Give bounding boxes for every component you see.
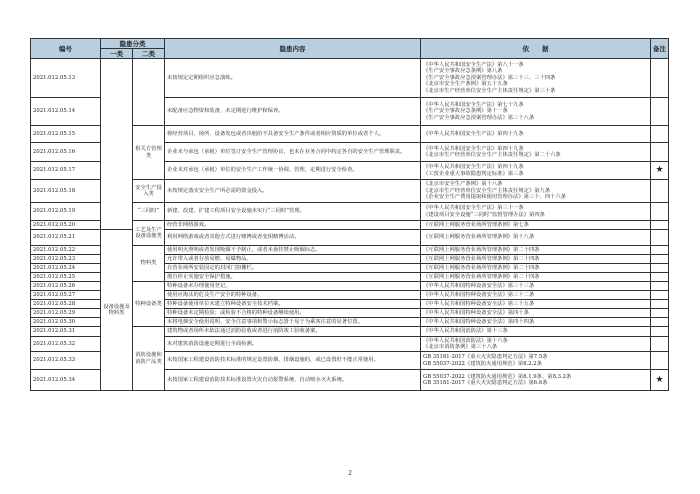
row-code: 2021.012.05.26 [31, 282, 101, 291]
row-basis [421, 327, 651, 337]
row-basis [421, 352, 651, 370]
basis-line: 《中华人民共和国特种设备安全法》第三十二条 [423, 291, 535, 298]
row-basis [421, 230, 651, 246]
category1-cell [101, 59, 133, 230]
row-content: 经营非网络游戏。 [165, 221, 421, 230]
basis-line: 《中华人民共和国安全生产法》第四十九条 [423, 130, 524, 137]
row-basis [421, 273, 651, 282]
table-row [31, 230, 669, 246]
header-cat1: 一类 [101, 49, 133, 59]
row-code: 2021.012.05.15 [31, 126, 101, 143]
row-basis [421, 255, 651, 264]
header-note: 备注 [651, 39, 669, 59]
header-code: 编号 [31, 39, 101, 59]
row-basis [421, 370, 651, 391]
category2-cell: 物料类 [133, 246, 165, 282]
row-code: 2021.012.05.27 [31, 291, 101, 300]
row-note [651, 264, 669, 273]
row-basis [421, 300, 651, 309]
row-note [651, 309, 669, 318]
basis-line: GB 35181-2017《重大火灾隐患判定方法》第6.6条 [423, 380, 548, 386]
row-content: 允许带入或者存放易燃、易爆物品。 [165, 255, 421, 264]
basis-line: 《互联网上网服务营业场所管理条例》第七条 [423, 221, 529, 228]
row-note [651, 318, 669, 327]
category2-cell: “三同时” [133, 203, 165, 221]
row-content: 特种设备使用单位未建立特种设备安全技术档案。 [165, 300, 421, 309]
row-basis [421, 246, 651, 255]
basis-line: GB 55037-2022《建筑防火通用规范》第8.2.2条 [423, 360, 542, 367]
row-basis [421, 337, 651, 352]
row-basis [421, 162, 651, 180]
row-content: 未将电梯安全使用说明、安全注意事项和警示标志置于易于为乘客注意的显著位置。 [165, 318, 421, 327]
row-code: 2021.012.05.18 [31, 180, 101, 203]
hazard-table [30, 38, 669, 391]
row-content: 企业未与承包（承租）单位签订安全生产管理协议，也未在业务合同中约定各自的安全生产管理职责。 [165, 143, 421, 162]
basis-line: 《北京市安全生产条例》第十八条 [423, 181, 503, 188]
row-content: 未按规定定期组织应急演练。 [165, 59, 421, 98]
row-content: 擅自停止实施安全保护措施。 [165, 273, 421, 282]
row-note [651, 352, 669, 370]
header-basis: 依 据 [421, 39, 651, 59]
row-basis [421, 203, 651, 221]
row-content: 使用应淘汰的危及生产安全的特种设备。 [165, 291, 421, 300]
row-code: 2021.012.05.33 [31, 352, 101, 370]
row-content: 未按国家工程建设消防技术标准的规定设置防烟、排烟设施的，或已设置但不能正常使用。 [165, 352, 421, 370]
row-basis [421, 309, 651, 318]
row-code: 2021.012.05.30 [31, 318, 101, 327]
category2-cell [133, 59, 165, 126]
basis-line: 《北京市消防条例》第三十八条 [423, 344, 498, 350]
row-content: 利用网络游戏或者其他方式进行赌博或者变相赌博活动。 [165, 230, 421, 246]
basis-line: 《中华人民共和国安全生产法》第四十九条 [423, 145, 524, 152]
basis-line: 《中华人民共和国安全生产法》第三十一条 [423, 205, 524, 212]
category2-cell: 工艺及生产设备设施类 [133, 221, 165, 246]
row-content: 未按国家工程建设消防技术标准设置火灾自动报警系统、自动喷水灭火系统。 [165, 370, 421, 391]
row-note [651, 327, 669, 337]
row-basis [421, 126, 651, 143]
basis-line: 《生产安全事故应急条例》第八条 [423, 68, 503, 75]
row-basis [421, 282, 651, 291]
row-code: 2021.012.05.28 [31, 300, 101, 309]
row-code: 2021.012.05.19 [31, 203, 101, 221]
basis-line: 《北京市生产经营单位安全生产主体责任规定》第九条 [423, 187, 551, 194]
row-content: 将经营项目、场所、设备发包或者出租给不具备安全生产条件或者相应资质的单位或者个人。 [165, 126, 421, 143]
category2-cell: 相关方管理类 [133, 126, 165, 180]
basis-line: 《北京市生产经营单位安全生产主体责任规定》第三十条 [423, 87, 556, 94]
row-code: 2021.012.05.23 [31, 255, 101, 264]
basis-line: 《北京市安全生产条例》第五十五条 [423, 81, 508, 88]
basis-line: 《企业安全生产费用提取和使用管理办法》第三十、四十六条 [423, 194, 567, 201]
basis-line: 《中华人民共和国特种设备安全法》第三十五条 [423, 300, 535, 307]
row-basis [421, 180, 651, 203]
row-basis [421, 291, 651, 300]
row-content: 企业未对承包（承租）单位的安全生产工作统一协调、管理，定期进行安全检查。 [165, 162, 421, 180]
row-content: 在营业场所安装固定的封闭门窗栅栏。 [165, 264, 421, 273]
row-content: 特种设备未办理使用登记。 [165, 282, 421, 291]
row-note [651, 291, 669, 300]
row-code: 2021.012.05.32 [31, 337, 101, 352]
category2-cell: 特种设备类 [133, 282, 165, 327]
basis-line: 《互联网上网服务营业场所管理条例》第二十四条 [423, 264, 540, 271]
row-code: 2021.012.05.31 [31, 327, 101, 337]
basis-line: 《中华人民共和国特种设备安全法》第四十条 [423, 309, 529, 316]
row-basis [421, 98, 651, 126]
table-row [31, 59, 669, 98]
row-code: 2021.012.05.29 [31, 309, 101, 318]
category2-cell: 消防设施和消防产品类 [133, 327, 165, 391]
page-number: 2 [348, 469, 352, 477]
row-basis [421, 59, 651, 98]
basis-line: 《生产安全事故应急条例》第十一条 [423, 108, 508, 115]
row-code: 2021.012.05.17 [31, 162, 101, 180]
row-note [651, 221, 669, 230]
basis-line: 《生产安全事故应急预案管理办法》第三十三、三十四条 [423, 74, 556, 81]
row-note [651, 126, 669, 143]
basis-line: 《中华人民共和国消防法》第十六条 [423, 337, 508, 344]
row-note: ★ [651, 370, 669, 391]
row-code: 2021.012.05.24 [31, 264, 101, 273]
basis-line: 《北京市生产经营单位安全生产主体责任规定》第二十六条 [423, 152, 561, 158]
basis-line: GB 55037-2022《建筑防火通用规范》第8.1.9条、第8.3.2条 [423, 373, 572, 380]
basis-line: 《建设项目安全设施“三同时”监督管理办法》第四条 [423, 211, 545, 218]
header-category: 隐患分类 [101, 39, 165, 49]
row-note [651, 180, 669, 203]
category2-cell: 安全生产投入类 [133, 180, 165, 203]
row-note [651, 255, 669, 264]
row-note: ★ [651, 162, 669, 180]
row-basis [421, 264, 651, 273]
row-code: 2021.012.05.22 [31, 246, 101, 255]
basis-line: 《中华人民共和国消防法》第十三条 [423, 328, 508, 335]
row-note [651, 98, 669, 126]
basis-line: 《中华人民共和国特种设备安全法》第四十四条 [423, 318, 535, 325]
basis-line: 《中华人民共和国安全生产法》第四十九条 [423, 164, 524, 171]
basis-line: GB 35181-2017《重大火灾隐患判定方法》第7.5条 [423, 354, 548, 361]
basis-line: 《中华人民共和国安全生产法》第八十一条 [423, 61, 524, 68]
row-note [651, 273, 669, 282]
row-note [651, 246, 669, 255]
row-content: 未按规定落实安全生产所必需的资金投入。 [165, 180, 421, 203]
row-content: 新建、改建、扩建工程项目安全设施未实行“三同时”管理。 [165, 203, 421, 221]
basis-line: 《互联网上网服务营业场所管理条例》第二十四条 [423, 246, 540, 253]
row-content: 未配备应急物资和装备，未定期进行维护和保养。 [165, 98, 421, 126]
row-note [651, 300, 669, 309]
row-code: 2021.012.05.21 [31, 230, 101, 246]
row-note [651, 282, 669, 291]
row-content: 特种设备未定期检验；或检验不合格的特种设备继续使用。 [165, 309, 421, 318]
row-note [651, 59, 669, 98]
basis-line: 《中华人民共和国安全生产法》第七十九条 [423, 101, 524, 108]
row-basis [421, 143, 651, 162]
basis-line: 《互联网上网服务营业场所管理条例》第二十四条 [423, 255, 540, 262]
row-content: 建筑物或者场所未依法通过消防验收或者进行消防竣工验收备案。 [165, 327, 421, 337]
row-code: 2021.012.05.25 [31, 273, 101, 282]
row-code: 2021.012.05.14 [31, 98, 101, 126]
header-content: 隐患内容 [165, 39, 421, 59]
row-note [651, 143, 669, 162]
row-basis [421, 318, 651, 327]
basis-line: 《中华人民共和国特种设备安全法》第三十三条 [423, 282, 535, 289]
table-body [31, 59, 669, 391]
row-code: 2021.012.05.16 [31, 143, 101, 162]
row-code: 2021.012.05.34 [31, 370, 101, 391]
row-content: 未对建筑消防设施定期进行全面检测。 [165, 337, 421, 352]
row-code: 2021.012.05.13 [31, 59, 101, 98]
row-note [651, 230, 669, 246]
basis-line: 《工贸企业重大事故隐患判定标准》第三条 [423, 170, 524, 177]
row-code: 2021.012.05.20 [31, 221, 101, 230]
row-content: 使用明火照明或者发现吸烟不予制止，或者未悬挂禁止吸烟标志。 [165, 246, 421, 255]
row-note [651, 203, 669, 221]
row-note [651, 337, 669, 352]
basis-line: 《生产安全事故应急预案管理办法》第三十八条 [423, 114, 535, 121]
basis-line: 《互联网上网服务营业场所管理条例》第十八条 [423, 234, 535, 241]
header-cat2: 二类 [133, 49, 165, 59]
category1-cell: 设备设施及物料类 [101, 230, 133, 391]
row-basis [421, 221, 651, 230]
basis-line: 《互联网上网服务营业场所管理条例》第二十四条 [423, 273, 540, 280]
